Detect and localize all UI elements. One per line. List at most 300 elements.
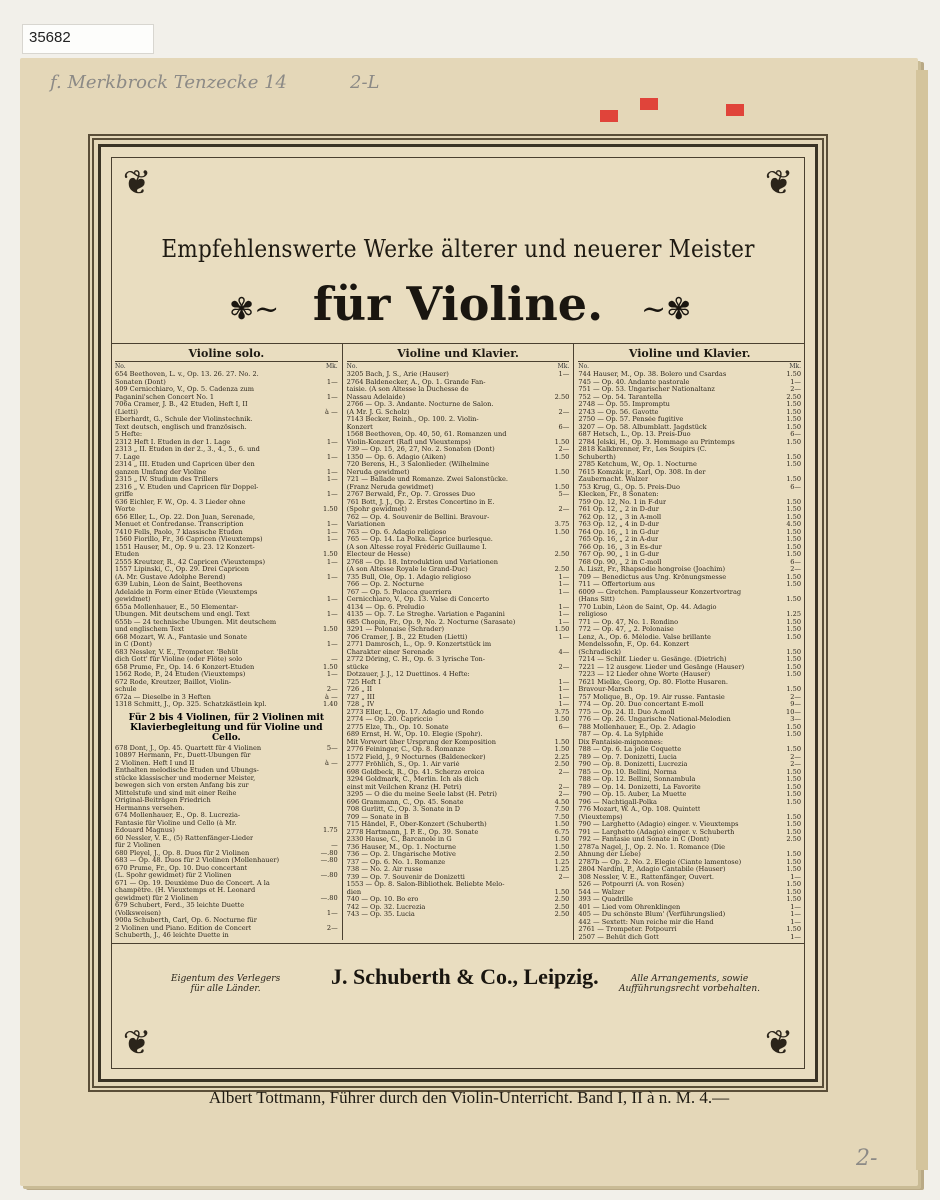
entry-title: 785 — Op. 10. Bellini, Norma [578,768,677,776]
catalog-entry [578,476,801,484]
entry-price: 1— [326,670,338,678]
catalog-entry [115,514,338,522]
catalog-entry [115,619,338,627]
catalog-entry [115,805,338,813]
copyright-note [171,974,280,994]
entry-price: 2— [558,407,570,416]
catalog-entry [578,544,801,552]
entry-title: 2768 — Op. 18. Introduktion und Variationen [346,558,499,566]
entry-price: 1.50 [786,535,802,543]
catalog-entry [115,671,338,679]
entry-title: 689 Ernst, H. W., Op. 10. Elegie (Spohr). [346,731,483,738]
catalog-entry [115,767,338,775]
catalog-entry [347,716,570,724]
entry-price [336,782,338,790]
entry-title: 308 Nessler, V. E., Rattenfänger, Ouvert. [578,873,715,881]
entry-title: 678 Dont, J., Op. 45. Quartett für 4 Violinen [115,744,262,752]
entry-title: 2818 Kalkbrenner, Fr., Les Soupirs (C. [578,446,707,453]
pencil-price: 2-L [350,72,380,93]
entry-price: 1.50 [786,865,802,873]
catalog-entry [115,835,338,843]
entry-price: 1— [558,692,570,701]
entry-title: Charakter einer Serenade [346,648,434,656]
catalog-entry [115,649,338,657]
catalog-entry [115,484,338,492]
entry-title: (L. Spohr gewidmet) für 2 Violinen [115,872,232,879]
entry-title: bewegen sich von ersten Anfang bis zur [115,782,249,789]
entry-price: 1.50 [786,655,802,663]
entry-title: Electeur de Hesse) [346,551,411,558]
entry-price [336,424,338,432]
catalog-entry [115,782,338,790]
catalog-entry [347,581,570,589]
entry-price: 2— [790,385,802,393]
catalog-entry [115,536,338,544]
catalog-entry [347,566,570,574]
catalog-entry [578,386,801,394]
entry-price: 4— [558,647,570,656]
entry-title: 796 — Nachtigall-Polka [578,798,657,806]
catalog-entry [578,784,801,792]
catalog-entry [578,739,801,747]
copyright-line: Eigentum des Verlegers [171,974,281,984]
catalog-entry [347,514,570,522]
catalog-entry [347,604,570,612]
entry-list [578,371,801,940]
catalog-entry [347,536,570,544]
copyright-line: für alle Länder. [190,984,261,994]
red-mark [726,104,744,116]
catalog-entry [578,821,801,829]
entry-price: 6.75 [554,827,570,836]
entry-price: 1.50 [786,617,802,626]
catalog-entry [115,439,338,447]
entry-title: 2777 Fröhlich, S., Op. 1. Air varié [346,761,460,768]
catalog-entry [115,887,338,895]
entry-title: 790 — Larghetto (Adagio) einger. v. Vieuxtemps [578,821,739,828]
catalog-entry [347,686,570,694]
entry-price: 1— [326,452,338,461]
entry-title: 737 — Op. 6. No. 1. Romanze [346,858,446,866]
catalog-entry [578,416,801,424]
entry-title: 3295 — O die du meine Seele labst (H. Petri) [346,791,497,798]
entry-title: 789 — Op. 14. Donizetti, La Favorite [578,783,701,791]
entry-price: 1.25 [786,610,802,618]
entry-price: 2— [558,782,570,791]
entry-price: 1.50 [786,505,802,513]
entry-price: 1— [326,640,338,648]
entry-price: 2— [790,760,802,768]
entry-title: 2315 „ IV. Studium des Trillers [115,476,219,483]
entry-title: 685 Chopin, Fr., Op. 9, No. 2. Nocturne (Sarasate) [346,618,516,626]
entry-title: (Lietti) [115,408,138,416]
catalog-entry [578,574,801,582]
entry-title: 2804 Nardini, P., Adagio Cantabile (Hauser) [578,866,726,873]
entry-title: stücke klassischer und moderner Meister, [115,774,256,782]
catalog-entry [578,881,801,889]
entry-title: 765 — Op. 14. La Polka. Caprice burlesque. [346,536,493,543]
entry-price: 1.50 [786,797,802,806]
entry-title: 709 — Sonate in B [346,813,409,821]
entry-title: Text deutsch, englisch und französisch. [115,423,247,431]
catalog-entry [578,754,801,762]
entry-title: 7621 Mielke, Georg, Op. 80. Flotte Husaren. [578,678,728,686]
entry-title: 2312 Heft I. Etuden in der 1. Lage [115,438,231,446]
entry-title: 720 Berens, H., 3 Salonlieder. (Wilhelmine [346,461,490,468]
catalog-entry [347,761,570,769]
entry-title: 726 „ II [346,686,373,693]
catalog-entry [578,724,801,732]
ornamental-frame [98,144,818,1082]
entry-price: 1.50 [786,895,802,903]
entry-title: 683 — Op. 48. Duos für 2 Violinen (Mollenhauer) [115,857,280,864]
catalog-entry [578,799,801,807]
corner-ornament-icon: ❦ [764,163,794,203]
catalog-entry [115,634,338,642]
entry-title: Violin-Konzert (Rafl und Vieuxtemps) [346,438,471,446]
catalog-entry [578,454,801,462]
entry-title: 767 — Op. 5. Polacca guerriera [346,588,452,596]
catalog-entry [115,679,338,687]
entry-price [336,797,338,805]
catalog-entry [578,566,801,574]
catalog-entry [347,814,570,822]
entry-title: 715 Händel, F., Ober-Konzert (Schuberth) [346,821,487,828]
entry-price: 1.50 [786,790,802,798]
catalog-entry [347,769,570,777]
entry-price: 5— [326,743,338,752]
entry-price: 1.50 [786,415,802,423]
entry-title: 739 — Op. 15, 26, 27, No. 2. Sonaten (Dont) [346,446,495,453]
catalog-entry [347,424,570,432]
entry-title: (A Mr. J. G. Scholz) [346,408,410,416]
entry-title: 706a Cramer, J. B., 42 Etuden, Heft I, II [115,401,248,408]
entry-title: Sonaten (Dont) [115,378,166,386]
catalog-entry [115,416,338,424]
catalog-entry [115,499,338,507]
entry-title: A. Liszt, Fr., Rhapsodie hongroise (Joachim) [578,566,726,573]
catalog-entry [578,379,801,387]
entry-title: 526 — Potpourri (A. von Rosen) [578,881,685,888]
number-label: No. [115,363,126,370]
catalog-entry [578,431,801,439]
catalog-entry [115,812,338,820]
entry-title: Enthalten melodische Etuden und Übungs- [115,767,259,774]
catalog-entry [115,910,338,918]
entry-title: Edouard Magnus) [115,827,176,834]
entry-price: — [331,655,338,663]
entry-title: 2775 Elze, Th., Op. 10. Sonate [346,723,449,731]
entry-title: 772 — Op. 47, „ 2. Polonaise [578,626,674,633]
entry-price: 1— [326,908,338,917]
section-heading: Für 2 bis 4 Violinen, für 2 Violinen mit Klavierbegleitung und für Violine und Cello. [128,712,324,743]
entry-title: Mendelssohn, F., Op. 64. Konzert [578,641,690,648]
catalog-entry [115,386,338,394]
entry-price: 1.50 [786,670,802,678]
catalog-entry [115,902,338,910]
entry-title: 790 — Op. 8. Donizetti, Lucrezia [578,761,688,768]
entry-title: 791 — Larghetto (Adagio) einger. v. Schuberth [578,828,735,836]
entry-title [115,940,146,941]
entry-title: 2776 Feininger, C., Op. 8. Romanze [346,746,466,753]
entry-title: 770 Lubin, Léon de Saint, Op. 44. Adagio [578,603,717,611]
number-label: No. [346,363,358,370]
catalog-entry [115,551,338,559]
entry-title: Eberhardt, G., Schule der Violinstechnik. [115,416,253,423]
entry-title: champêtre. (H. Vieuxtemps et H. Leonard [115,887,256,894]
entry-price: 1— [790,872,802,881]
catalog-entry [115,790,338,798]
entry-title: (A son Altesse Royale le Grand-Duc) [346,566,468,573]
entry-title: 2507 — Behüt dich Gott [578,933,659,940]
catalog-entry [578,664,801,672]
entry-price: 1— [558,370,570,378]
number-label: No. [578,363,590,370]
catalog-entry [578,791,801,799]
entry-title: 767 Op. 90, „ 1 in G-dur [578,551,659,558]
entry-price: 3— [790,715,802,723]
catalog-entry [347,611,570,619]
entry-price: 2— [790,692,802,701]
catalog-entry [115,476,338,484]
catalog-entry [578,506,801,514]
entry-title: 680 Pleyel, J., Op. 8. Duos für 2 Violinen [115,849,250,857]
entry-title: 670 Prume, Fr., Op. 10. Duo concertant [115,864,248,872]
entry-title: gewidmet) für 2 Violinen [115,894,199,902]
catalog-entry [347,709,570,717]
entry-price: 1.50 [554,715,570,723]
entry-title: 672 Rode, Kreutzer, Baillot, Violin- [115,678,232,686]
catalog-entry [578,896,801,904]
entry-title: 7223 — 12 Lieder ohne Worte (Hauser) [578,671,711,678]
entry-price: 1.50 [786,512,802,521]
entry-price: 1— [558,602,570,611]
entry-title: 1560 Fiorillo, Fr., 36 Capricen (Vieuxtemps) [115,536,263,543]
catalog-entry [578,484,801,492]
catalog-entry [115,842,338,850]
catalog-entry [347,664,570,672]
entry-price: 1.50 [786,662,802,671]
entry-price: 2.50 [554,565,570,573]
entry-title: Nassau Adelaide) [346,393,406,401]
entry-price: 3.75 [554,707,570,716]
entry-title: 728 „ IV [346,701,375,708]
catalog-entry [115,775,338,783]
catalog-entry [578,469,801,477]
catalog-entry [115,820,338,828]
catalog-entry [347,521,570,529]
catalog-entry [578,716,801,724]
entry-title: 672a — Dieselbe in 3 Heften [115,693,211,701]
entry-price: 1.50 [786,827,802,836]
entry-price [336,805,338,813]
sheet-music-cover [20,58,918,1186]
entry-price: 2.50 [786,392,802,401]
entry-title: 2750 — Op. 57. Pensée fugitive [578,416,684,423]
catalog-entry [578,926,801,934]
entry-price: 2.50 [554,392,570,401]
entry-price: 1— [326,595,338,603]
catalog-entry [347,821,570,829]
catalog-entry [115,752,338,760]
entry-price: 6— [790,430,802,438]
entry-title: 2766 — Op. 3. Andante. Nocturne de Salon. [346,401,494,408]
catalog-entry [578,859,801,867]
entry-title: 736 — Op. 2. Ungarische Motive [346,851,456,858]
entry-price: 4.50 [786,520,802,528]
catalog-entry [115,745,338,753]
catalog-entry [578,769,801,777]
headline: Empfehlenswerte Werke älterer und neuerer Meister [161,235,755,263]
entry-title: Adelaide in Form einer Etüde (Vieuxtemps [115,588,258,596]
catalog-entry [578,836,801,844]
catalog-entry [578,641,801,649]
catalog-entry [578,371,801,379]
flourish-right-icon: ~✾ [641,292,692,327]
catalog-entry [347,656,570,664]
entry-price: 9— [790,700,802,708]
entry-price: 1.50 [786,745,802,753]
entry-title: Dotzauer, J. J., 12 Duettinos. 4 Hefte: [346,671,470,678]
entry-title: 2764 Baldenecker, A., Op. 1. Grande Fan- [346,378,486,386]
entry-price: 1.50 [554,835,570,843]
column-subheader [578,362,801,371]
entry-title: 2314 „ III. Etuden und Capricen über den [115,461,255,468]
entry-title: 764 Op. 16, „ 1 in G-dur [578,528,659,536]
catalog-entry [115,656,338,664]
entry-title: 671 — Op. 19. Deuxième Duo de Concert. A la [115,879,270,887]
catalog-entry [347,386,570,394]
entry-title: (A. Mr. Gustave Adolphe Berend) [115,573,226,581]
entry-title: 2330 Hause, C., Barcanole in G [346,836,452,843]
catalog-entry [347,454,570,462]
entry-title: 1551 Hauser, M., Op. 9 u. 23. 12 Konzert- [115,543,255,551]
entry-title: (Hans Sitt) [578,596,615,603]
catalog-entry [347,401,570,409]
entry-price: 1.50 [786,497,802,506]
entry-price: 1— [326,520,338,528]
entry-title: 5 Hefte: [115,431,143,438]
entry-title: 762 Op. 12, „ 3 in A-moll [578,513,662,521]
entry-title: 790 — Op. 15. Auber, La Muette [578,791,687,798]
catalog-entry [347,866,570,874]
entry-title: 775 — Op. 24. II. Duo A-moll [578,708,675,716]
entry-price: 1.50 [786,580,802,588]
catalog-entry [578,581,801,589]
catalog-entry [347,694,570,702]
catalog-entry [578,499,801,507]
catalog-entry [578,679,801,687]
entry-title: Original-Beiträgen Friedrich [115,797,211,804]
entry-price: 1.50 [786,595,802,603]
column-subheader [115,362,338,371]
entry-title: 2774 — Op. 20. Capriccio [346,716,433,723]
pencil-annotation: f. Merkbrock Tenzecke 14 [50,72,287,93]
column-violin-solo [111,344,343,940]
catalog-entry [115,827,338,835]
entry-title: 761 Bott, J. J., Op. 2. Erstes Concertino in E. [346,498,495,506]
inventory-sticker: 35682 [22,24,154,54]
entry-price: 1— [326,610,338,618]
entry-title: 788 Mollenhauer, E., Op. 2. Adagio [578,723,696,731]
catalog-entry [578,559,801,567]
entry-title: 674 Mollenhauer, E., Op. 8. Lucrezia- [115,812,241,819]
entry-title: Menuet et Contredanse. Transcription [115,521,244,528]
entry-price: 2.50 [554,760,570,768]
catalog-entry [578,656,801,664]
catalog-entry [347,724,570,732]
entry-title: 765 Op. 16, „ 2 in A-dur [578,536,659,543]
entry-title: 709 — Benedictus aus Ung. Krönungsmesse [578,573,727,581]
catalog-entry [347,491,570,499]
entry-price: 1— [790,910,802,918]
entry-price: 2— [558,790,570,798]
price-label: Mk. [557,363,570,370]
entry-title: 708 Gurlitt, C., Op. 3. Sonate in D [346,806,461,813]
catalog-entry [347,439,570,447]
flourish-left-icon: ✾~ [229,292,280,327]
entry-title: 740 — Op. 10. Bo ero [346,896,419,903]
catalog-entry [115,521,338,529]
entry-title: 10897 Hermann, Fr., Duett-Übungen für [115,752,251,759]
catalog-entry [347,431,570,439]
entry-price: 2.50 [554,895,570,903]
corner-ornament-icon: ❦ [122,163,152,203]
entry-title: 762 — Op. 4. Souvenir de Bellini. Bravour- [346,513,490,521]
entry-title: 721 — Ballade und Romanze. Zwei Salonstücke. [346,476,509,483]
entry-title: 668 Mozart, W. A., Fantasie und Sonate [115,633,248,641]
entry-title: 757 Molique, B., Op. 19. Air russe. Fantasie [578,693,725,701]
entry-title: 679 Schubert, Ferd., 35 leichte Duette [115,902,245,909]
entry-title: 736 Hauser, M., Op. 1. Nocturne [346,843,457,851]
entry-title: 787 — Op. 4. La Sylphide [578,731,664,738]
catalog-entry [347,754,570,762]
entry-title: 2772 Döring, C. H., Op. 6. 3 lyrische Ton- [346,656,486,663]
entry-title: 7. Lage [115,453,140,461]
entry-price: 1.50 [554,745,570,753]
catalog-entry [115,917,338,925]
price-label: Mk. [325,363,338,370]
entry-price: 1.50 [786,460,802,468]
entry-title: Zaubernacht. Walzer [578,476,649,483]
entry-price: 1.25 [554,857,570,866]
entry-price: 1— [326,557,338,566]
entry-price: 1— [326,572,338,581]
catalog-entry [578,604,801,612]
entry-title: 771 — Op. 47, No. 1. Rondino [578,618,679,626]
entry-price: 1.50 [554,452,570,461]
entry-title: 2316 „ V. Etuden und Capricen für Doppel- [115,483,259,491]
entry-price: 10— [786,707,802,716]
price-label: Mk. [789,363,802,370]
entry-price: 1.50 [554,527,570,536]
catalog-entry [347,634,570,642]
entry-title: 2778 Hartmann, J. P. E., Op. 39. Sonate [346,828,479,836]
entry-title: Worte [115,506,136,513]
entry-title: 763 Op. 12, „ 4 in D-dur [578,521,659,528]
catalog-entry [578,829,801,837]
entry-price: 1— [790,932,802,940]
entry-price: —.80 [320,856,338,864]
catalog-entry [347,529,570,537]
catalog-entry [347,446,570,454]
entry-title: 639 Lubin, Léon de Saint, Beethovens [115,581,243,588]
entry-title: 442 — Sextett: Nun reiche mir die Hand [578,918,714,926]
entry-price: 1.50 [554,437,570,446]
entry-price [336,812,338,820]
entry-price [336,790,338,798]
entry-price: 1.50 [786,685,802,693]
